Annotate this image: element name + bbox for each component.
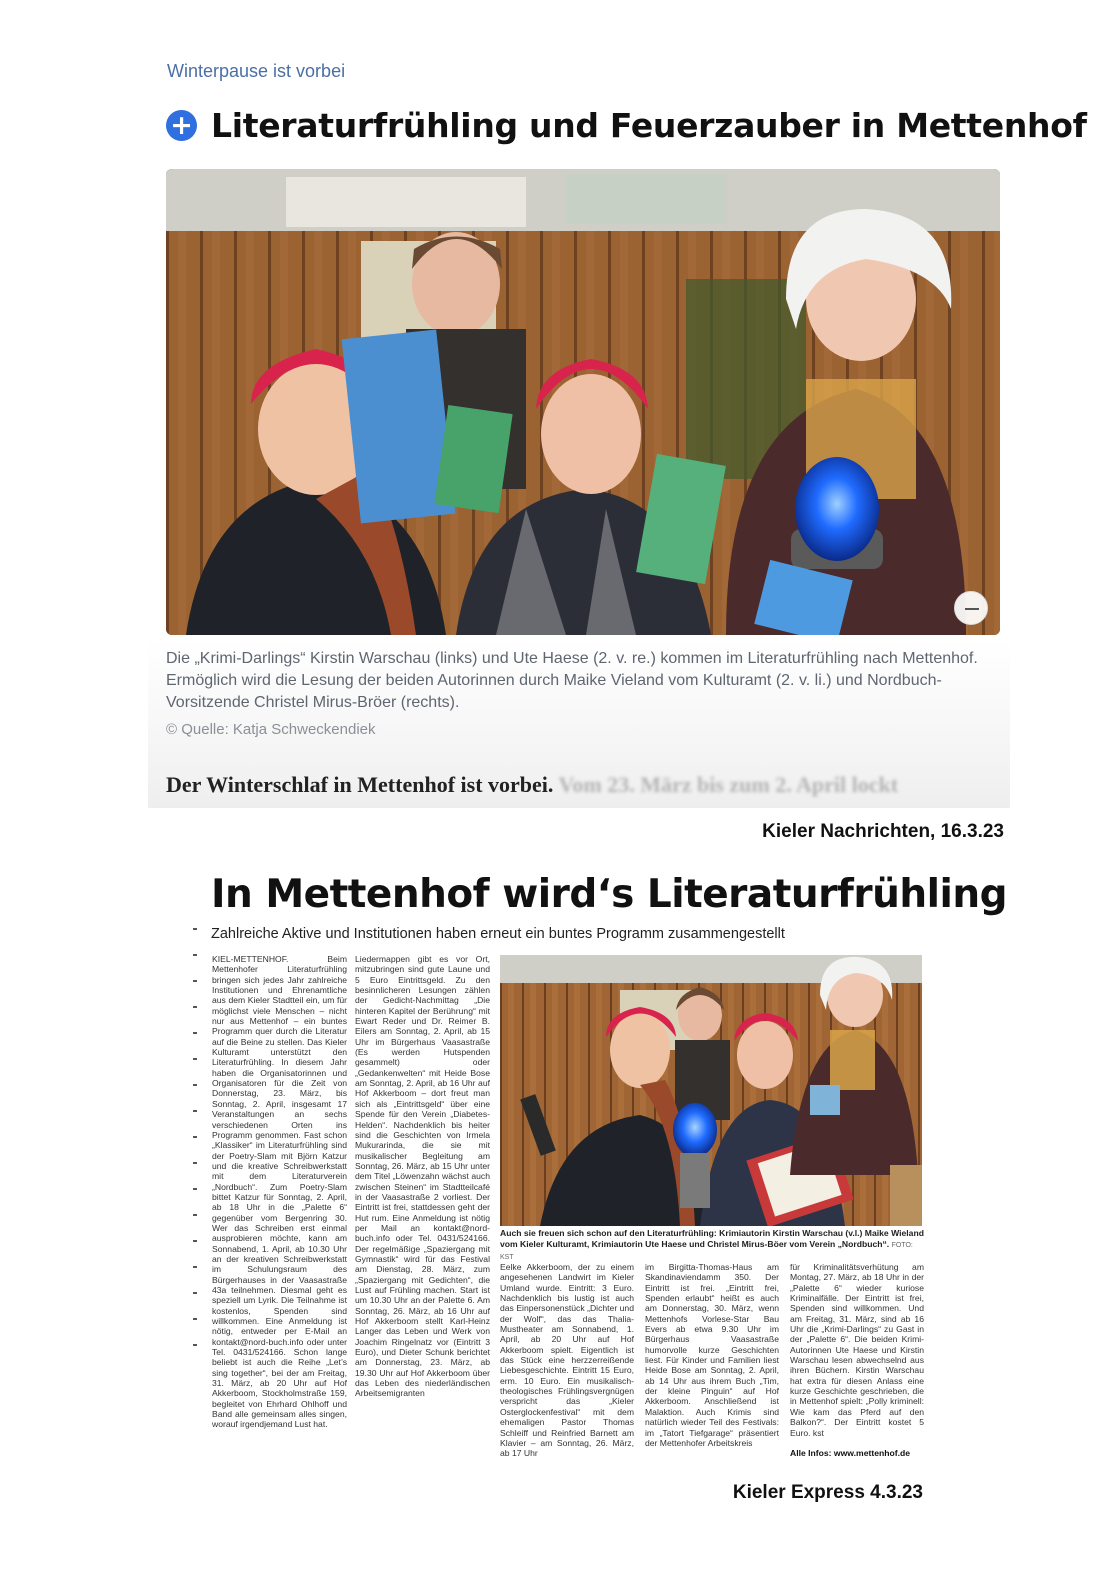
photo-illustration xyxy=(500,955,922,1226)
caption-text: Auch sie freuen sich schon auf den Literaturfrühling: Krimiautorin Kirstin Warschau (v.l.) Maike Wieland vom Kieler Kulturamt, Krimiautorin Ute Haese und Christel Mirus-Böer vom Verein „Nordbuch“. xyxy=(500,1228,924,1249)
clipping-credit: Kieler Express 4.3.23 xyxy=(732,1482,923,1503)
article-lead xyxy=(166,772,898,798)
photo-source: © Quelle: Katja Schweckendiek xyxy=(166,721,376,738)
caption-credit: FOTO: KST xyxy=(500,1242,913,1261)
clipping-credit: Kieler Nachrichten, 16.3.23 xyxy=(762,821,1004,842)
headline-text: Literaturfrühling und Feuerzauber in Mettenhof xyxy=(211,106,1087,145)
newspaper-subline: Zahlreiche Aktive und Institutionen haben erneut ein buntes Programm zusammengestellt xyxy=(211,926,785,942)
newspaper-photo xyxy=(500,955,922,1226)
article-column: Liedermappen gibt es vor Ort, mitzubringen sind gute Laune und 5 Euro Eintrittsgeld. Zu den besinnlicheren Lesungen zählen der Gedicht-Nachmittag „Die hinteren Kapitel der Berührung“ mit Ewart Reder und Dr. Reimer B. Eilers am Sonntag, 2. April, ab 15 Uhr im Bürgerhaus Vaasastraße (Es werden Hutspenden gesammelt) oder „Gedankenwelten“ mit Heide Bose am Sonntag, 2. April, ab 16 Uhr auf Hof Akkerboom – dort freut man sich als „Eintrittsgeld“ über eine Spende für den Verein „Diabetes-Helden“. Nachdenklich bis heiter sind die Geschichten von Irmela Mukurarinda, die sie mit musikalischer Begleitung am Sonntag, 26. März, ab 15 Uhr unter dem Titel „Löwenzahn wächst auch zwischen Steinen“ im Stadtteilcafé in der Vaasastraße 2 vorliest. Der Eintritt ist frei, stattdessen geht der Hut rum. Eine Anmeldung ist nötig per Mail an kontakt@nord-buch.info oder Tel. 0431/524166. Der regelmäßige „Spaziergang mit Gymnastik“ wird für das Festival am Dienstag, 28. März, zum „Spaziergang mit Gedichten“, die Lust auf Frühling machen. Start ist um 10.30 Uhr an der Palette 6. Am Sonntag, 26. März, ab 16 Uhr auf Hof Akkerboom stellt Karl-Heinz Langer das Leben und Werk von Joachim Ringelnatz vor (Eintritt 3 Euro), und Dieter Schunk berichtet am Donnerstag, 23. März, ab 19.30 Uhr auf Hof Akkerboom über das Leben des niederländischen Arbeitsemigranten xyxy=(355,954,490,1399)
article-column: Eelke Akkerboom, der zu einem angesehenen Landwirt im Kieler Umland wurde. Eintritt: 3 Euro. Nachdenklich bis lustig ist auch das Einpersonenstück „Dichter und der Wolf“, das das Thalia-Mustheater am Sonnabend, 1. April, ab 20 Uhr auf Hof Akkerboom spielt. Eigentlich ist das Stück eine herzzerreißende Liebesgeschichte. Eintritt 15 Euro, erm. 10 Euro. Ein musikalisch-theologisches Frühlingsvergnügen verspricht das „Kieler Osterglockenfestival“ mit dem ehemaligen Pastor Thomas Schleiff und Reinfried Barnett am Klavier – am Sonntag, 26. März, ab 17 Uhr xyxy=(500,1262,634,1459)
info-link: Alle Infos: www.mettenhof.de xyxy=(790,1448,910,1459)
lead-blurred: Vom 23. März bis zum 2. April lockt xyxy=(558,772,899,797)
column-text: für Kriminalitätsverhütung am Montag, 27. März, ab 18 Uhr in der „Palette 6“ wieder kuriose Kriminalfälle. Der Eintritt ist frei, Spenden sind willkommen. Und am Freitag, 31. März, sind ab 16 Uhr die „Krimi-Darlings“ zu Gast in der „Palette 6“. Die beiden Krimi-Autorinnen Ute Haese und Kirstin Warschau lesen abwechselnd aus ihren Büchern. Kirstin Warschau hat extra für diesen Anlass eine kurze Geschichte geschrieben, die in Mettenhof spielt: „Polly kriminell: Wie kam das Pferd auf den Balkon?“. Der Eintritt kostet 5 Euro. kst xyxy=(790,1262,924,1438)
article-column: im Birgitta-Thomas-Haus am Skandinaviendamm 350. Der Eintritt ist frei. „Eintritt frei, Spenden erlaubt“ heißt es auch am Donnerstag, 30. März, wenn Mettenhofs Vorlese-Star Bau Evers ab etwa 9.30 Uhr im Bürgerhaus Vaasastraße humorvolle kurze Geschichten liest. Für Kinder und Familien liest Heide Bose am Sonntag, 2. April, ab 14 Uhr aus ihrem Buch „Tim, der kleine Pinguin“ auf Hof Akkerboom. Anschließend ist Malaktion. Auch Krimis sind natürlich wieder Teil des Festivals: im „Tatort Tiefgarage“ präsentiert der Mettenhofer Arbeitskreis xyxy=(645,1262,779,1448)
photo-caption: Die „Krimi-Darlings“ Kirstin Warschau (links) und Ute Haese (2. v. re.) kommen im Literaturfrühling nach Mettenhof. Ermöglich wird die Lesung der beiden Autorinnen durch Maike Vieland vom Kulturamt (2. v. li.) und Nordbuch-Vorsitzende Christel Mirus-Bröer (rechts). xyxy=(166,650,978,711)
newspaper-headline: In Mettenhof wird‘s Literaturfrühling xyxy=(211,872,1008,917)
photo-illustration xyxy=(166,169,1000,635)
article-column xyxy=(790,1262,924,1474)
lead-visible: Der Winterschlaf in Mettenhof ist vorbei. xyxy=(166,772,554,797)
article-column: KIEL-METTENHOF. Beim Mettenhofer Literaturfrühling bringen sich jedes Jahr zahlreiche Institutionen und Ehrenamtliche aus dem Kieler Stadtteil ein, um für möglichst viele Menschen – nicht nur aus Mettenhof – ein buntes Programm quer durch die Literatur auf die Beine zu stellen. Das Kieler Kulturamt unterstützt den Literaturfrühling. In diesem Jahr haben die Organisatorinnen und Organisatoren für die Zeit von Donnerstag, 23. März, bis Sonntag, 2. April, insgesamt 17 Veranstaltungen an sechs verschiedenen Orten ins Programm genommen. Fast schon „Klassiker“ im Literaturfrühling sind der Poetry-Slam mit Björn Katzur und die kreative Schreibwerkstatt mit dem Literaturverein „Nordbuch“. Zum Poetry-Slam bittet Katzur für Sonntag, 2. April, ab 18 Uhr in die „Palette 6“ gegenüber vom Bergenring 30. Wer das Schreiben erst einmal ausprobieren möchte, kann am Sonnabend, 1. April, ab 10.30 Uhr an der kreativen Schreibwerkstatt im Schulungsraum des Bürgerhauses in der Vaasastraße 43a teilnehmen. Diesmal geht es speziell um Lyrik. Die Teilnahme ist kostenlos, Spenden sind willkommen. Eine Anmeldung ist nötig, entweder per E-Mail an kontakt@nord-buch.info oder unter Tel. 0431/524166. Schon lange beliebt ist auch die Reihe „Let’s sing together“, bei der am Freitag, 31. März, ab 20 Uhr auf Hof Akkerboom, Stockholmstraße 159, begleitet von Ehrhard Ohlhoff und Band alle gemeinsam alles singen, worauf irgendjemand Lust hat. xyxy=(212,954,347,1430)
plus-circle-icon[interactable]: + xyxy=(166,110,197,141)
newspaper-caption xyxy=(500,1228,924,1263)
column-marker xyxy=(193,928,197,1348)
article-photo[interactable] xyxy=(166,169,1000,635)
article-headline xyxy=(166,106,1087,145)
kicker[interactable]: Winterpause ist vorbei xyxy=(167,61,346,81)
zoom-out-icon[interactable] xyxy=(954,591,988,625)
